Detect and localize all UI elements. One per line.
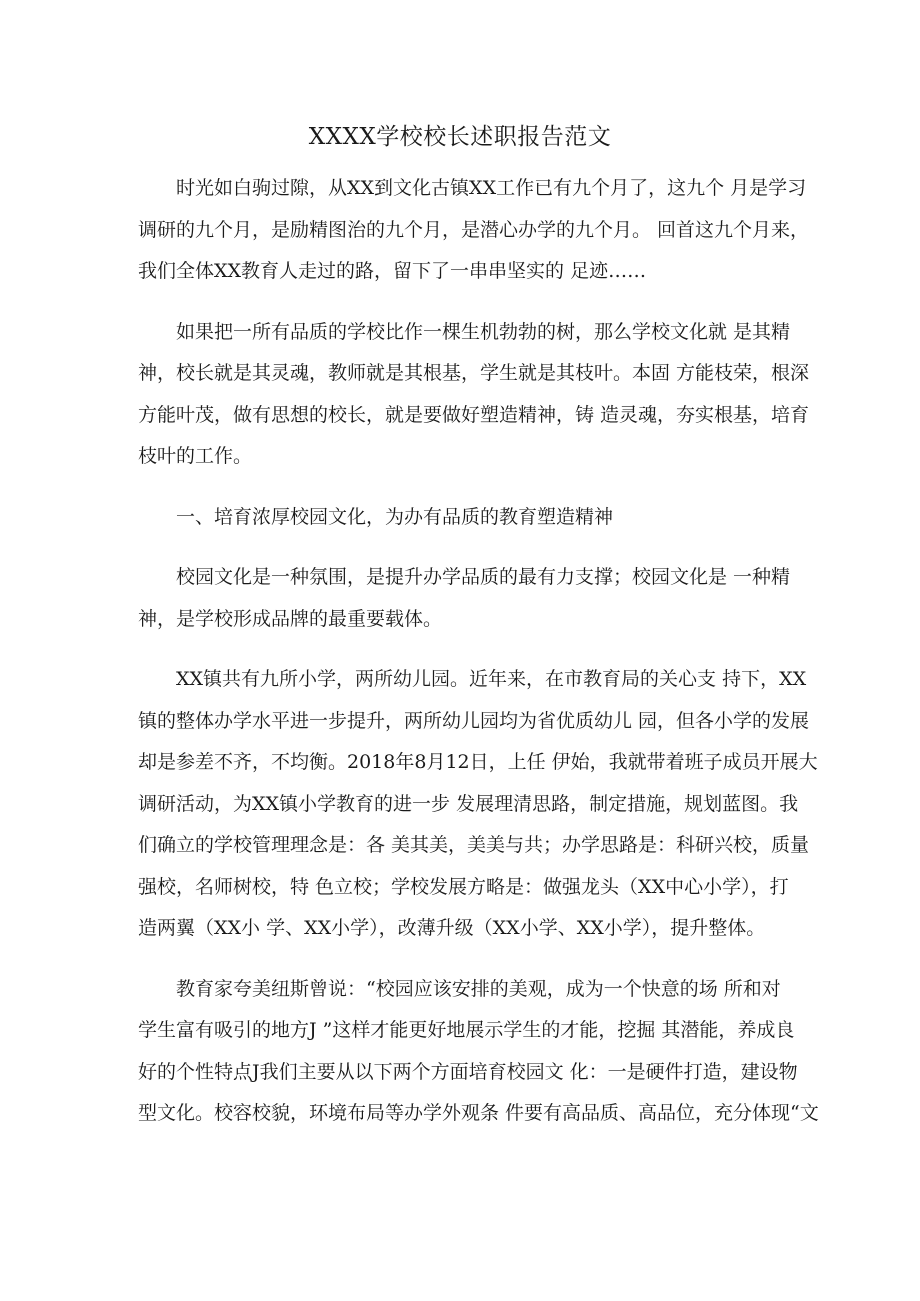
document-body — [138, 168, 819, 1154]
text-line: 好的个性特点J我们主要从以下两个方面培育校园文 化：一是硬件打造，建设物 — [138, 1060, 798, 1083]
text-line: 方能叶茂，做有思想的校长，就是要做好塑造精神，铸 造灵魂，夯实根基，培育 — [138, 403, 810, 426]
text-line: 调研活动，为XX镇小学教育的进一步 发展理清思路，制定措施，规划蓝图。我 — [138, 792, 799, 815]
text-line: 我们全体XX教育人走过的路，留下了一串串坚实的 足迹…… — [138, 260, 647, 282]
paragraph-school-culture-metaphor — [138, 312, 810, 478]
text-line: 神，校长就是其灵魂，教师就是其根基，学生就是其枝叶。本固 方能枝荣，根深 — [138, 362, 810, 384]
text-line: 神，是学校形成品牌的最重要载体。 — [138, 607, 443, 630]
document-title: XXXX学校校长述职报告范文 — [308, 124, 612, 150]
text-line: 造两翼（XX小 学、XX小学），改薄升级（XX小学、XX小学），提升整体。 — [138, 917, 766, 939]
text-line: 学生富有吸引的地方J ”这样才能更好地展示学生的才能，挖掘 其潜能，养成良 — [138, 1019, 795, 1041]
text-line: 们确立的学校管理理念是：各 美其美，美美与共；办学思路是：科研兴校，质量 — [138, 834, 810, 856]
paragraph-campus-culture — [138, 557, 791, 640]
paragraph-comenius-quote — [138, 969, 819, 1135]
text-line: 时光如白驹过隙，从XX到文化古镇XX工作已有九个月了，这九个 月是学习 — [176, 177, 807, 199]
text-line: 一、培育浓厚校园文化，为办有品质的教育塑造精神 — [176, 505, 614, 528]
text-line: 型文化。校容校貌，环境布局等办学外观条 件要有高品质、高品位，充分体现“文 — [138, 1102, 819, 1124]
paragraph-town-schools — [138, 659, 818, 950]
section-heading — [138, 497, 786, 539]
text-line: 镇的整体办学水平进一步提升，两所幼儿园均为省优质幼儿 园，但各小学的发展 — [138, 709, 810, 732]
text-line: 强校，名师树校，特 色立校；学校发展方略是：做强龙头（XX中心小学），打 — [138, 875, 789, 898]
text-line: 校园文化是一种氛围，是提升办学品质的最有力支撑；校园文化是 一种精 — [176, 566, 791, 588]
text-line: XX镇共有九所小学，两所幼儿园。近年来，在市教育局的关心支 持下，XX — [176, 668, 807, 690]
text-line: 如果把一所有品质的学校比作一棵生机勃勃的树，那么学校文化就 是其精 — [176, 320, 791, 343]
paragraph-intro — [138, 168, 810, 293]
text-line: 却是参差不齐，不均衡。2018年8月12日，上任 伊始，我就带着班子成员开展大 — [138, 751, 818, 773]
text-line: 教育家夸美纽斯曾说：“校园应该安排的美观，成为一个快意的场 所和对 — [176, 977, 781, 1000]
text-line: 调研的九个月，是励精图治的九个月，是潜心办学的九个月。 回首这九个月来， — [138, 218, 810, 241]
text-line: 枝叶的工作。 — [138, 445, 253, 467]
